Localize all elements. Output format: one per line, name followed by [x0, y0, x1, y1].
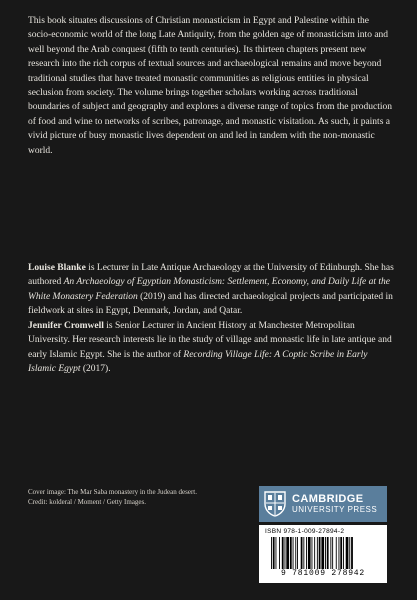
- bio-text: (2017).: [80, 364, 111, 375]
- shield-crest-icon: [264, 491, 286, 517]
- author-name: Louise Blanke: [28, 263, 86, 273]
- bio-text: is Lecturer in Late Antique Archaeology at the University of Edinburgh. She has authored: [28, 263, 394, 288]
- book-title: An Archaeology of Egyptian Monasticism: Settlement, Economy, and Daily Life at the White Monastery Federation: [28, 277, 390, 302]
- cover-image-credit: Cover image: The Mar Saba monastery in the Judean desert. Credit: kolderal / Moment / Getty Images.: [28, 488, 197, 506]
- isbn-label: ISBN 978-1-009-27894-2: [265, 528, 345, 535]
- isbn-digits: 9 781009 278942: [280, 569, 365, 578]
- publisher-logo: [259, 486, 387, 522]
- barcode-bars: [271, 537, 379, 569]
- barcode: [259, 525, 387, 583]
- publisher-subname: UNIVERSITY PRESS: [292, 505, 378, 514]
- book-description: This book situates discussions of Christian monasticism in Egypt and Palestine within the socio-economic world of the long Late Antiquity, from the golden age of monasticism into and well beyond the Arab conquest (fifth to tenth centuries). Its thirteen chapters present new research into the rich corpus of textual sources and archaeological remains and move beyond traditional studies that have treated monastic communities as religious entities in physical seclusion from society. The volume brings together scholars working across traditional boundaries of subject and geography and explores a diverse range of topics from the production of food and wine to networks of scribes, patronage, and monastic visitation. As such, it paints a vivid picture of busy monastic lives dependent on and led in tandem with the non-monastic world.: [28, 16, 393, 156]
- publisher-name: CAMBRIDGE: [292, 493, 364, 505]
- book-title: Recording Village Life: A Coptic Scribe in Early Islamic Egypt: [28, 349, 368, 375]
- bio-text: (2019) and has directed archaeological projects and participated in fieldwork at sites in Egypt, Denmark, Jordan, and Qatar.: [28, 291, 393, 317]
- author-bio-jennifer-cromwell: [28, 319, 394, 377]
- author-bio-louise-blanke: [28, 261, 394, 319]
- author-name: Jennifer Cromwell: [28, 321, 104, 331]
- bio-text: is Senior Lecturer in Ancient History at Manchester Metropolitan University. Her research interests lie in the study of village and monastic life in late antique and early Islamic Egypt. She is the author of: [28, 321, 392, 360]
